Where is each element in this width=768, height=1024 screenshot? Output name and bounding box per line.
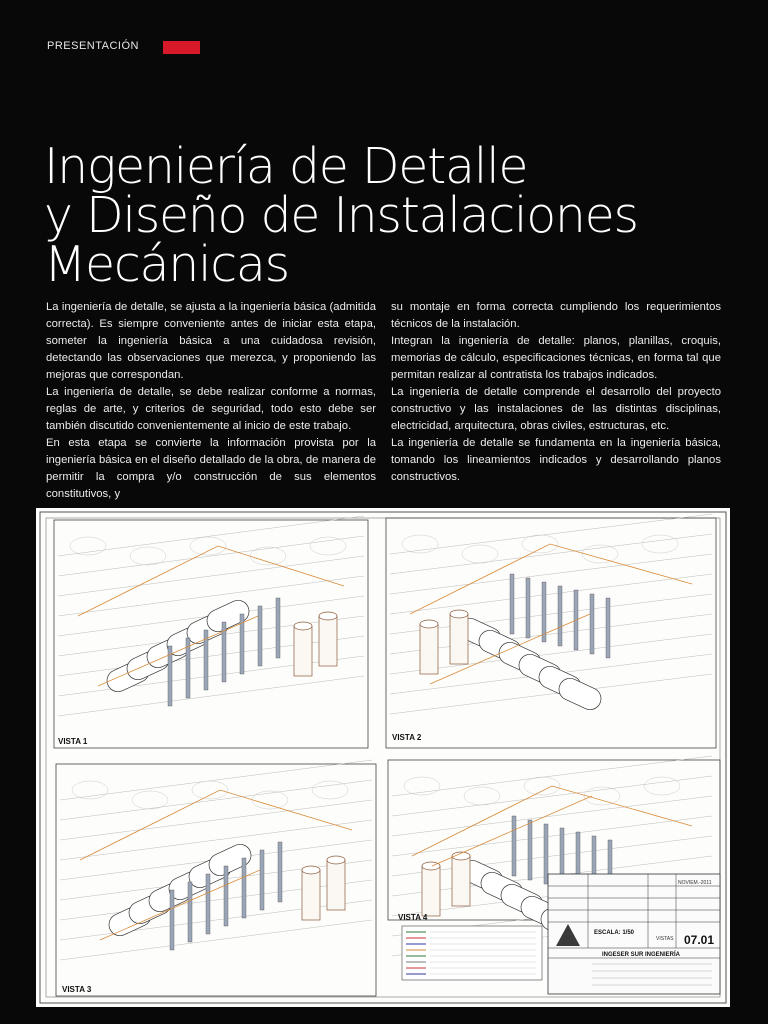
pipe-column	[606, 598, 610, 658]
pipe-run	[410, 544, 692, 614]
vessel-top	[422, 862, 440, 870]
title-line-1: Ingeniería de Detalle	[44, 138, 528, 195]
title-block-number: 07.01	[684, 933, 715, 947]
pipe-run	[80, 790, 352, 860]
pipe-column	[260, 850, 264, 910]
title-block-sheet: VISTAS	[656, 936, 674, 942]
view-label: VISTA 4	[398, 913, 428, 922]
vertical-vessel	[302, 870, 320, 920]
vertical-vessel	[319, 616, 337, 666]
vessel-top	[319, 612, 337, 620]
title-block-date: NOVIEM.-2011	[678, 880, 712, 886]
paragraph: Integran la ingeniería de detalle: planos, planillas, croquis, memorias de cálculo, especificaciones técnicas, en forma tal que permitan realizar al contratista los trabajos indicados.	[391, 335, 721, 381]
floor-line	[58, 556, 364, 596]
vertical-vessel	[420, 624, 438, 674]
technical-drawing	[36, 508, 730, 1007]
floor-line	[392, 816, 712, 856]
floor-line	[390, 554, 712, 594]
drawing-sheet	[36, 508, 730, 1007]
pipe-run	[78, 546, 344, 616]
tank-outline	[642, 535, 678, 553]
view-label: VISTA 2	[392, 733, 422, 742]
floor-line	[58, 676, 364, 716]
pipe-column	[258, 606, 262, 666]
view-label: VISTA 1	[58, 737, 88, 746]
vertical-vessel	[450, 614, 468, 664]
legend-table	[402, 926, 542, 980]
tank-outline	[312, 781, 348, 799]
floor-line	[390, 514, 712, 554]
vessel-top	[327, 856, 345, 864]
view-3	[56, 760, 376, 996]
tank-outline	[644, 777, 680, 795]
vessel-top	[450, 610, 468, 618]
vertical-vessel	[422, 866, 440, 916]
tank-outline	[524, 777, 560, 795]
title-line-2: y Diseño de Instalaciones	[44, 187, 638, 244]
tank-outline	[130, 547, 166, 565]
pipe-column	[170, 890, 174, 950]
page-title	[44, 138, 744, 293]
pipe-column	[242, 858, 246, 918]
floor-line	[58, 636, 364, 676]
floor-line	[392, 756, 712, 796]
tank-outline	[462, 545, 498, 563]
vertical-vessel	[327, 860, 345, 910]
floor-line	[60, 780, 372, 820]
floor-line	[58, 656, 364, 696]
section-label: PRESENTACIÓN	[47, 40, 139, 52]
floor-line	[60, 820, 372, 860]
paragraph: La ingeniería de detalle, se ajusta a la ingeniería básica (admitida correcta). Es siempre conveniente antes de iniciar esta etapa, someter la ingeniería básica a una cuidadosa revisión, detectando las observaciones que merezca, y proponiendo las mejoras que correspondan.	[46, 301, 376, 381]
pipe-column	[558, 586, 562, 646]
paragraph: La ingeniería de detalle, se debe realizar conforme a normas, reglas de arte, y criterios de seguridad, todo esto debe ser también discutido convenientemente al inicio de este trabajo.	[46, 386, 376, 432]
pipe-column	[526, 578, 530, 638]
floor-line	[58, 576, 364, 616]
paragraph: La ingeniería de detalle se fundamenta en la ingeniería básica, tomando los lineamientos indicados y desarrollando planos constructivos.	[391, 437, 721, 483]
pipe-column	[590, 594, 594, 654]
pipe-column	[188, 882, 192, 942]
pipe-column	[276, 598, 280, 658]
body-column-right	[391, 299, 721, 486]
tank-outline	[464, 787, 500, 805]
floor-line	[60, 900, 372, 940]
view-1	[54, 516, 368, 748]
floor-line	[60, 800, 372, 840]
pipe-column	[510, 574, 514, 634]
vessel-top	[302, 866, 320, 874]
body-column-left	[46, 299, 376, 503]
floor-line	[60, 760, 372, 800]
vertical-vessel	[452, 856, 470, 906]
floor-line	[390, 534, 712, 574]
floor-line	[60, 880, 372, 920]
pipe-column	[528, 820, 532, 880]
tank-outline	[522, 535, 558, 553]
vessel-top	[420, 620, 438, 628]
pipe-column	[224, 866, 228, 926]
pipe-column	[512, 816, 516, 876]
paragraph: su montaje en forma correcta cumpliendo los requerimientos técnicos de la instalación.	[391, 301, 721, 330]
pipe-column	[544, 824, 548, 884]
pipe-run	[412, 786, 692, 856]
pipe-column	[206, 874, 210, 934]
tank-outline	[132, 791, 168, 809]
pipe-column	[278, 842, 282, 902]
pipe-run	[98, 616, 258, 686]
paragraph: En esta etapa se convierte la información provista por la ingeniería básica en el diseño detallado de la obra, de manera de permitir la compra y/o construcción de sus elementos constitutivos, y	[46, 437, 376, 500]
tank-outline	[252, 791, 288, 809]
section-accent-bar	[163, 41, 200, 54]
floor-line	[60, 920, 372, 960]
title-block	[548, 874, 720, 994]
view-2	[386, 514, 716, 748]
vertical-vessel	[294, 626, 312, 676]
paragraph: La ingeniería de detalle comprende el desarrollo del proyecto constructivo y las instalaciones de las distintas disciplinas, electricidad, arquitectura, obras civiles, estructuras, etc.	[391, 386, 721, 432]
view-label: VISTA 3	[62, 985, 92, 994]
pipe-column	[542, 582, 546, 642]
floor-line	[392, 776, 712, 816]
title-line-3: Mecánicas	[44, 236, 289, 293]
tank-outline	[192, 781, 228, 799]
floor-line	[392, 796, 712, 836]
vessel-top	[294, 622, 312, 630]
title-block-company: INGESER SUR INGENIERÍA	[602, 952, 681, 958]
tank-outline	[190, 537, 226, 555]
title-block-scale: ESCALA: 1/50	[594, 930, 635, 936]
floor-line	[390, 574, 712, 614]
tank-outline	[250, 547, 286, 565]
tank-outline	[310, 537, 346, 555]
